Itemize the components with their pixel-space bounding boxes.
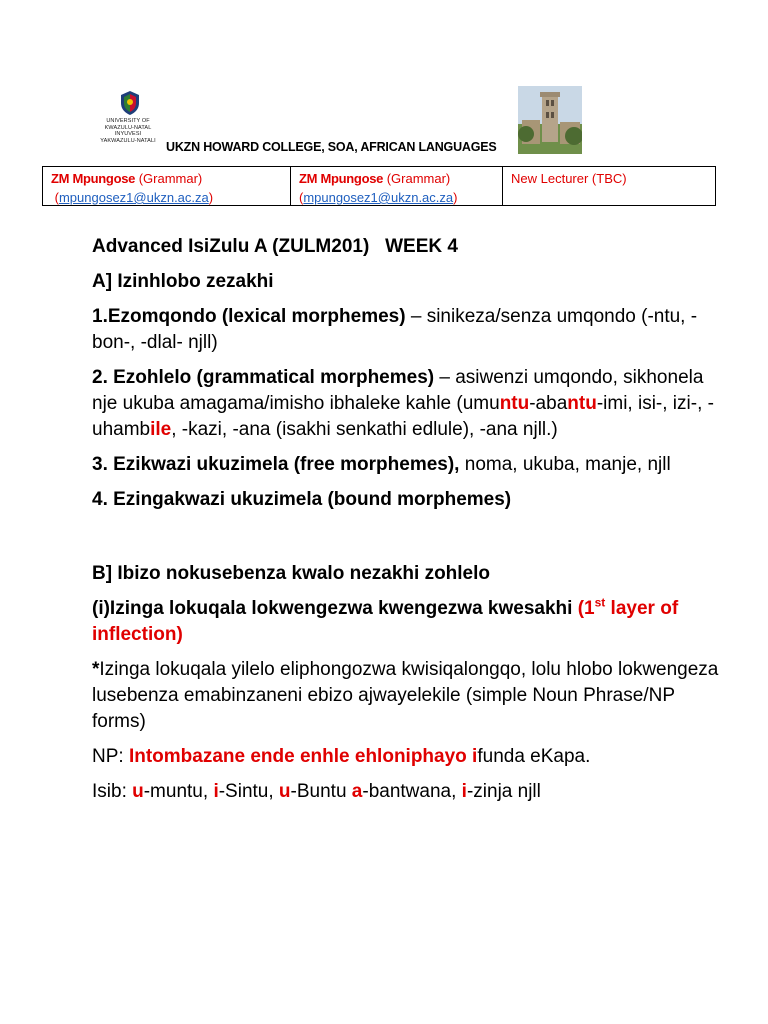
definition-paragraph: *Izinga lokuqala yilelo eliphongozwa kwisiqalongqo, lolu hlobo lokwengeza lusebenza emabinzaneni ebizo ajwayelekile (simple Noun Phrase/NP forms) — [92, 659, 719, 732]
university-logo — [88, 88, 168, 156]
crest-icon — [118, 90, 142, 116]
section-b-heading: B] Ibizo nokusebenza kwalo nezakhi zohlelo — [92, 563, 491, 584]
document-title: Advanced IsiZulu A (ZULM201) WEEK 4 — [92, 236, 458, 257]
campus-tower-photo — [518, 86, 582, 154]
lecturer-role: (Grammar) — [383, 171, 451, 186]
lecturer-cell-2: ZM Mpungose (Grammar) (mpungosez1@ukzn.ac.za) — [290, 167, 502, 205]
header-title: UKZN HOWARD COLLEGE, SOA, AFRICAN LANGUAGES — [166, 140, 497, 154]
section-a-heading: A] Izinhlobo zezakhi — [92, 271, 274, 292]
np-example: NP: Intombazane ende enhle ehloniphayo ifunda eKapa. — [92, 746, 591, 767]
lecturer-name: ZM Mpungose — [299, 171, 384, 186]
item-4: 4. Ezingakwazi ukuzimela (bound morphemes) — [92, 489, 512, 510]
item-2: 2. Ezohlelo (grammatical morphemes) – asiwenzi umqondo, sikhonela nje ukuba amagama/imisho ibhaleke kahle (umuntu-abantu-imi, isi-, izi-, -uhambile, -kazi, -ana (isakhi senkathi edlule), -ana njll.) — [92, 367, 714, 440]
examples-line: Isib: u-muntu, i-Sintu, u-Buntu a-bantwana, i-zinja njll — [92, 781, 541, 802]
lecturer-table — [42, 166, 716, 206]
lecturer-role: New Lecturer (TBC) — [511, 171, 627, 186]
logo-text: UNIVERSITY OF KWAZULU-NATAL INYUVESI YAKWAZULU-NATALI — [100, 118, 156, 144]
lecturer-cell-3 — [502, 167, 715, 205]
lecturer-email-link[interactable]: mpungosez1@ukzn.ac.za — [58, 190, 209, 205]
lecturer-name: ZM Mpungose — [51, 171, 136, 186]
lecturer-role: (Grammar) — [135, 171, 203, 186]
item-3: 3. Ezikwazi ukuzimela (free morphemes), noma, ukuba, manje, njll — [92, 454, 671, 475]
lecturer-cell-1: ZM Mpungose (Grammar) (mpungosez1@ukzn.ac.za) — [51, 171, 214, 205]
document-body — [92, 234, 732, 814]
item-1: 1.Ezomqondo (lexical morphemes) – sinikeza/senza umqondo (-ntu, -bon-, -dlal- njll) — [92, 306, 698, 353]
lecturer-email-link[interactable]: mpungosez1@ukzn.ac.za — [303, 190, 454, 205]
subsection-i-heading: (i)Izinga lokuqala lokwengezwa kwengezwa kwesakhi (1st layer of inflection) — [92, 595, 679, 645]
